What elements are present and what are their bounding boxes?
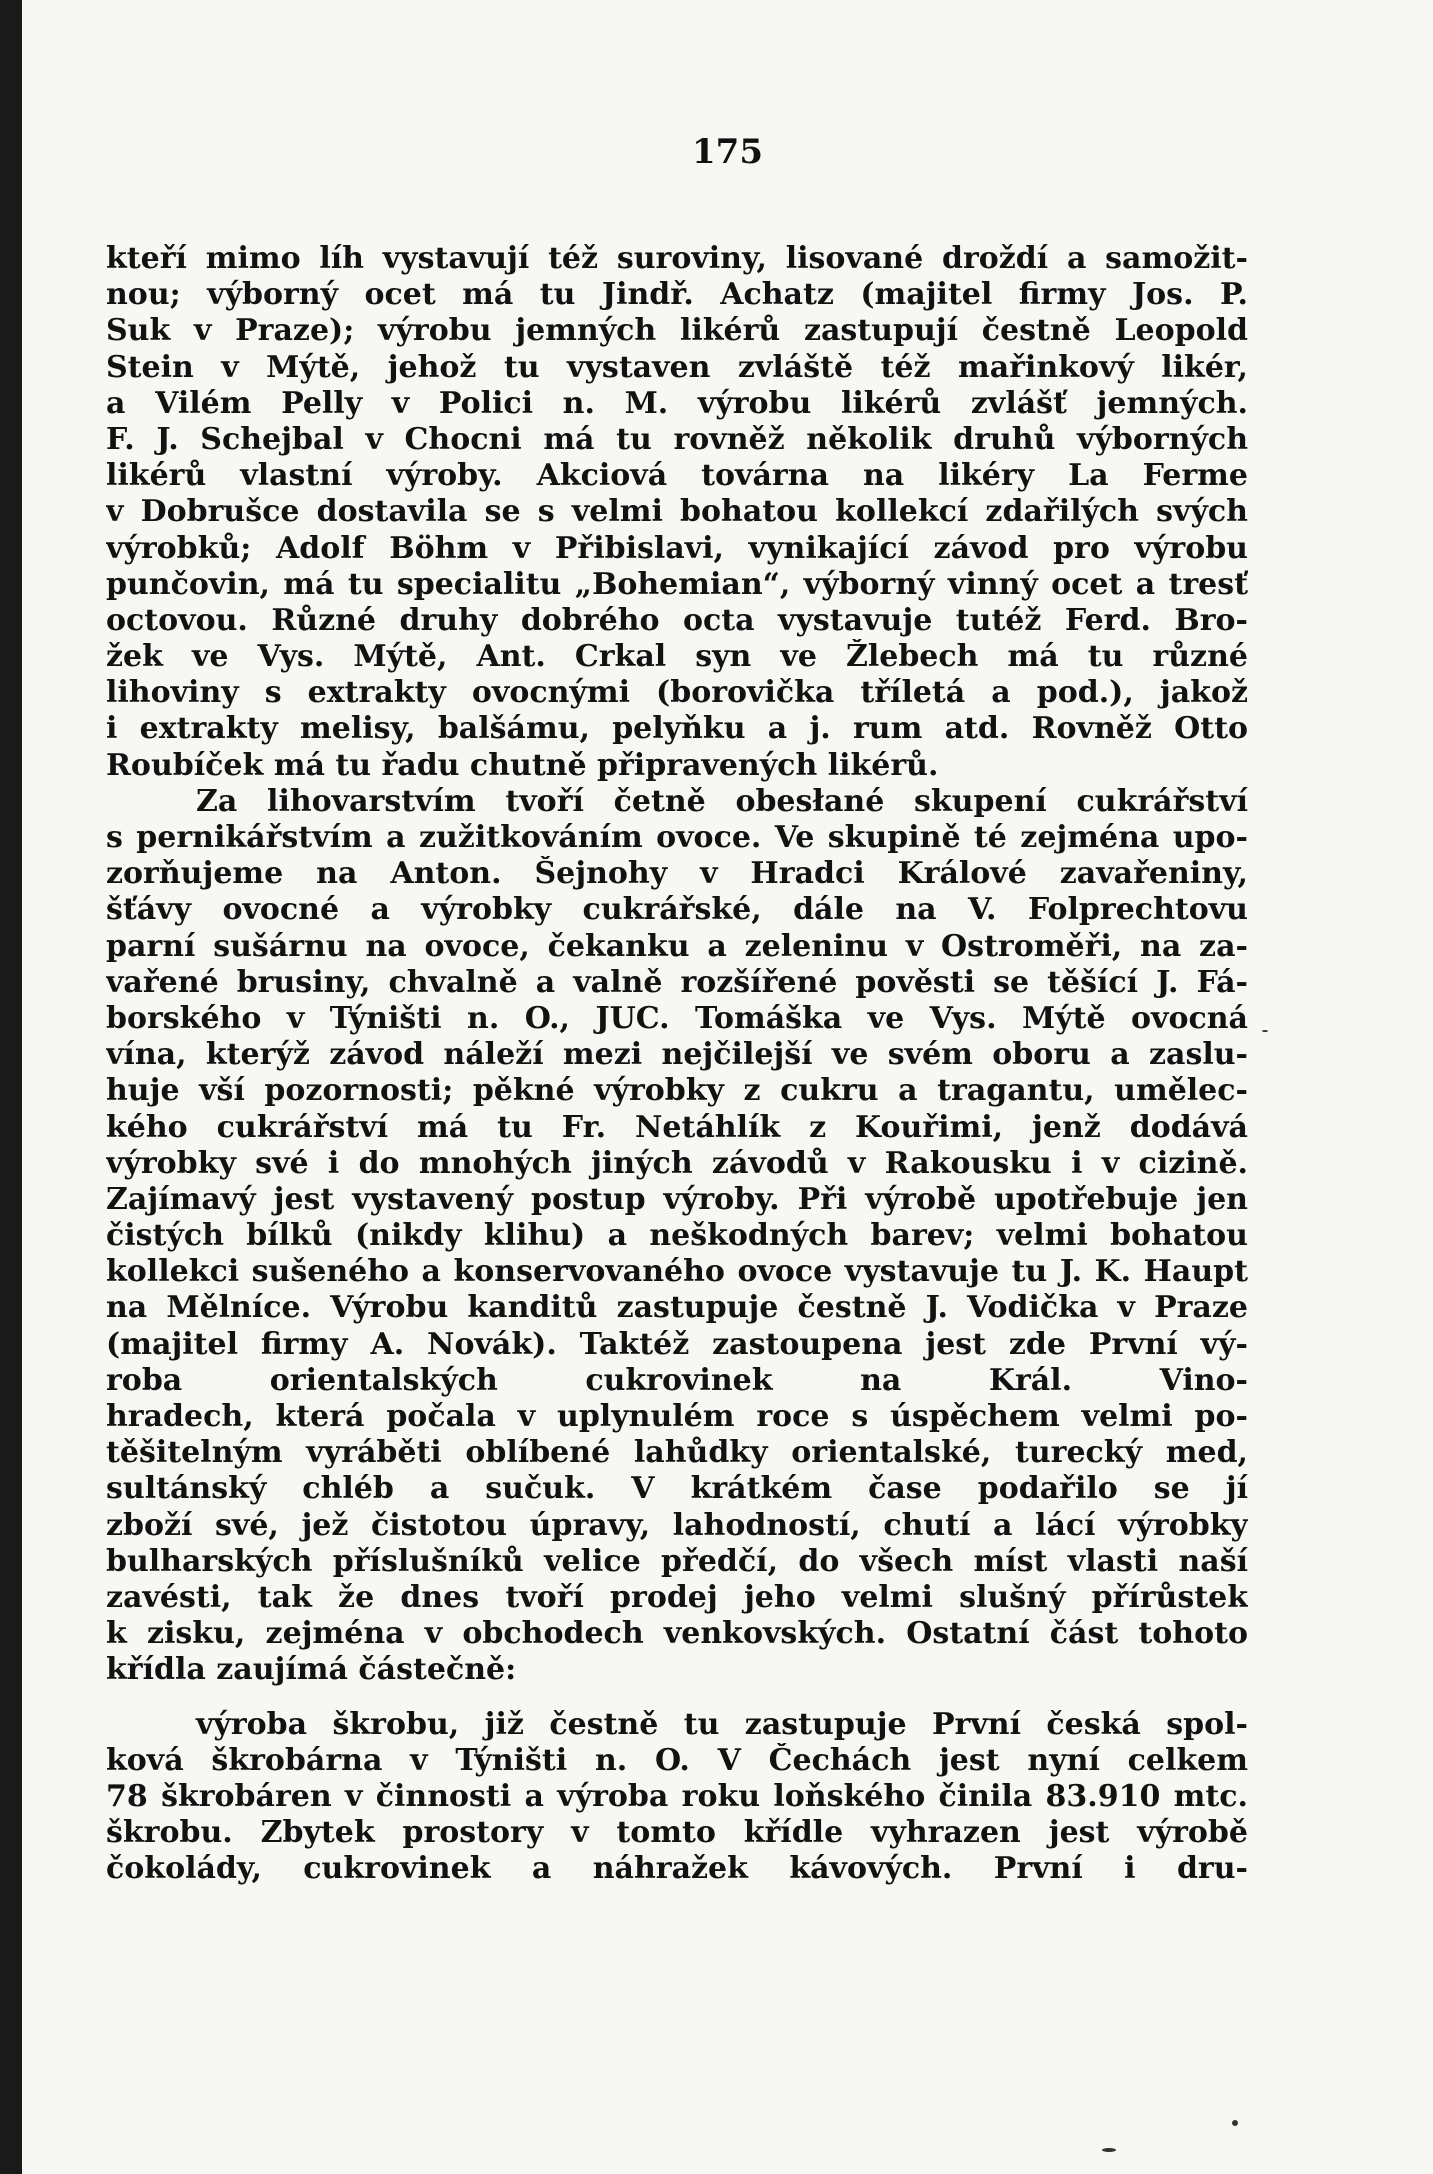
text-line: Zajímavý jest vystavený postup výroby. Při výrobě upotřebuje jen (106, 1181, 1248, 1217)
text-line: zboží své, jež čistotou úpravy, lahodností, chutí a lácí výrobky (106, 1507, 1248, 1543)
text-line: i extrakty melisy, balšámu, pelyňku a j. rum atd. Rovněž Otto (106, 711, 1248, 747)
text-line: borského v Týništi n. O., JUC. Tomáška ve Vys. Mýtě ovocná (106, 1000, 1248, 1036)
text-line: 78 škrobáren v činnosti a výroba roku loňského činila 83.910 mtc. (106, 1778, 1248, 1814)
text-line: v Dobrušce dostavila se s velmi bohatou kollekcí zdařilých svých (106, 494, 1248, 530)
text-line: těšitelným vyráběti oblíbené lahůdky orientalské, turecký med, (106, 1435, 1248, 1471)
text-line: F. J. Schejbal v Chocni má tu rovněž několik druhů výborných (106, 421, 1248, 457)
text-line: výrobků; Adolf Böhm v Přibislavi, vynikající závod pro výrobu (106, 530, 1248, 566)
text-line: k zisku, zejména v obchodech venkovských. Ostatní část tohoto (106, 1616, 1248, 1652)
text-line: škrobu. Zbytek prostory v tomto křídle vyhrazen jest výrobě (106, 1815, 1248, 1851)
ink-speck (1102, 2148, 1116, 2152)
scan-border (0, 0, 22, 2174)
text-line: šťávy ovocné a výrobky cukrářské, dále na V. Folprechtovu (106, 892, 1248, 928)
text-line: ková škrobárna v Týništi n. O. V Čechách jest nyní celkem (106, 1742, 1248, 1778)
page-number: 175 (692, 132, 763, 172)
ink-speck (1232, 2120, 1238, 2126)
text-line: roba orientalských cukrovinek na Král. Vino- (106, 1362, 1248, 1398)
text-line: parní sušárnu na ovoce, čekanku a zeleninu v Ostroměři, na za- (106, 928, 1248, 964)
text-line: punčovin, má tu specialitu „Bohemian“, výborný vinný ocet a tresť (106, 566, 1248, 602)
text-line: Roubíček má tu řadu chutně připravených likérů. (106, 747, 939, 783)
body-text (106, 241, 1248, 1887)
text-line: kollekci sušeného a konservovaného ovoce vystavuje tu J. K. Haupt (106, 1254, 1248, 1290)
text-line: nou; výborný ocet má tu Jindř. Achatz (majitel firmy Jos. P. (106, 277, 1248, 313)
text-line: s pernikářstvím a zužitkováním ovoce. Ve skupině té zejména upo- (106, 820, 1248, 855)
text-line: výrobky své i do mnohých jiných závodů v Rakousku i v cizině. (106, 1145, 1248, 1181)
text-line: octovou. Různé druhy dobrého octa vystavuje tutéž Ferd. Bro- (106, 602, 1248, 638)
text-line: zavésti, tak že dnes tvoří prodej jeho velmi slušný přírůstek (106, 1579, 1248, 1615)
text-line: (majitel firmy A. Novák). Taktéž zastoupena jest zde První vý- (106, 1326, 1248, 1362)
text-line: žek ve Vys. Mýtě, Ant. Crkal syn ve Žlebech má tu různé (106, 639, 1248, 675)
text-line: Suk v Praze); výrobu jemných likérů zastupují čestně Leopold (106, 313, 1248, 349)
text-line: bulharských příslušníků velice předčí, do všech míst vlasti naší (106, 1543, 1248, 1579)
text-line: sultánský chléb a sučuk. V krátkém čase podařilo se jí (106, 1471, 1248, 1507)
text-line: Stein v Mýtě, jehož tu vystaven zvláště též mařinkový likér, (106, 349, 1248, 385)
text-line: čistých bílků (nikdy klihu) a neškodných barev; velmi bohatou (106, 1218, 1248, 1254)
text-line: a Vilém Pelly v Polici n. M. výrobu likérů zvlášť jemných. (106, 385, 1248, 421)
text-line: likérů vlastní výroby. Akciová továrna na likéry La Ferme (106, 458, 1248, 494)
text-line: čokolády, cukrovinek a náhražek kávových. První i dru- (106, 1851, 1248, 1887)
book-page (22, 0, 1433, 2174)
text-line: vařené brusiny, chvalně a valně rozšířené pověsti se těšící J. Fá- (106, 964, 1248, 1000)
text-line: zorňujeme na Anton. Šejnohy v Hradci Králové zavařeniny, (106, 856, 1248, 892)
text-line: na Mělníce. Výrobu kanditů zastupuje čestně J. Vodička v Praze (106, 1290, 1248, 1326)
text-line: lihoviny s extrakty ovocnými (borovička tříletá a pod.), jakož (106, 675, 1248, 711)
text-line: kteří mimo líh vystavují též suroviny, lisované droždí a samožit- (106, 241, 1248, 276)
text-line: výroba škrobu, již čestně tu zastupuje První česká spol- (196, 1706, 1248, 1742)
text-line: kého cukrářství má tu Fr. Netáhlík z Kouřimi, jenž dodává (106, 1109, 1248, 1145)
text-line: vína, kterýž závod náleží mezi nejčilejší ve svém oboru a zaslu- (106, 1037, 1248, 1073)
text-line: hradech, která počala v uplynulém roce s úspěchem velmi po- (106, 1399, 1248, 1434)
ink-speck (1262, 1030, 1268, 1032)
text-line: Za lihovarstvím tvoří četně obesłané skupení cukrářství (196, 783, 1248, 819)
text-line: huje vší pozornosti; pěkné výrobky z cukru a tragantu, umělec- (106, 1073, 1248, 1109)
text-line: křídla zaujímá částečně: (106, 1652, 517, 1688)
